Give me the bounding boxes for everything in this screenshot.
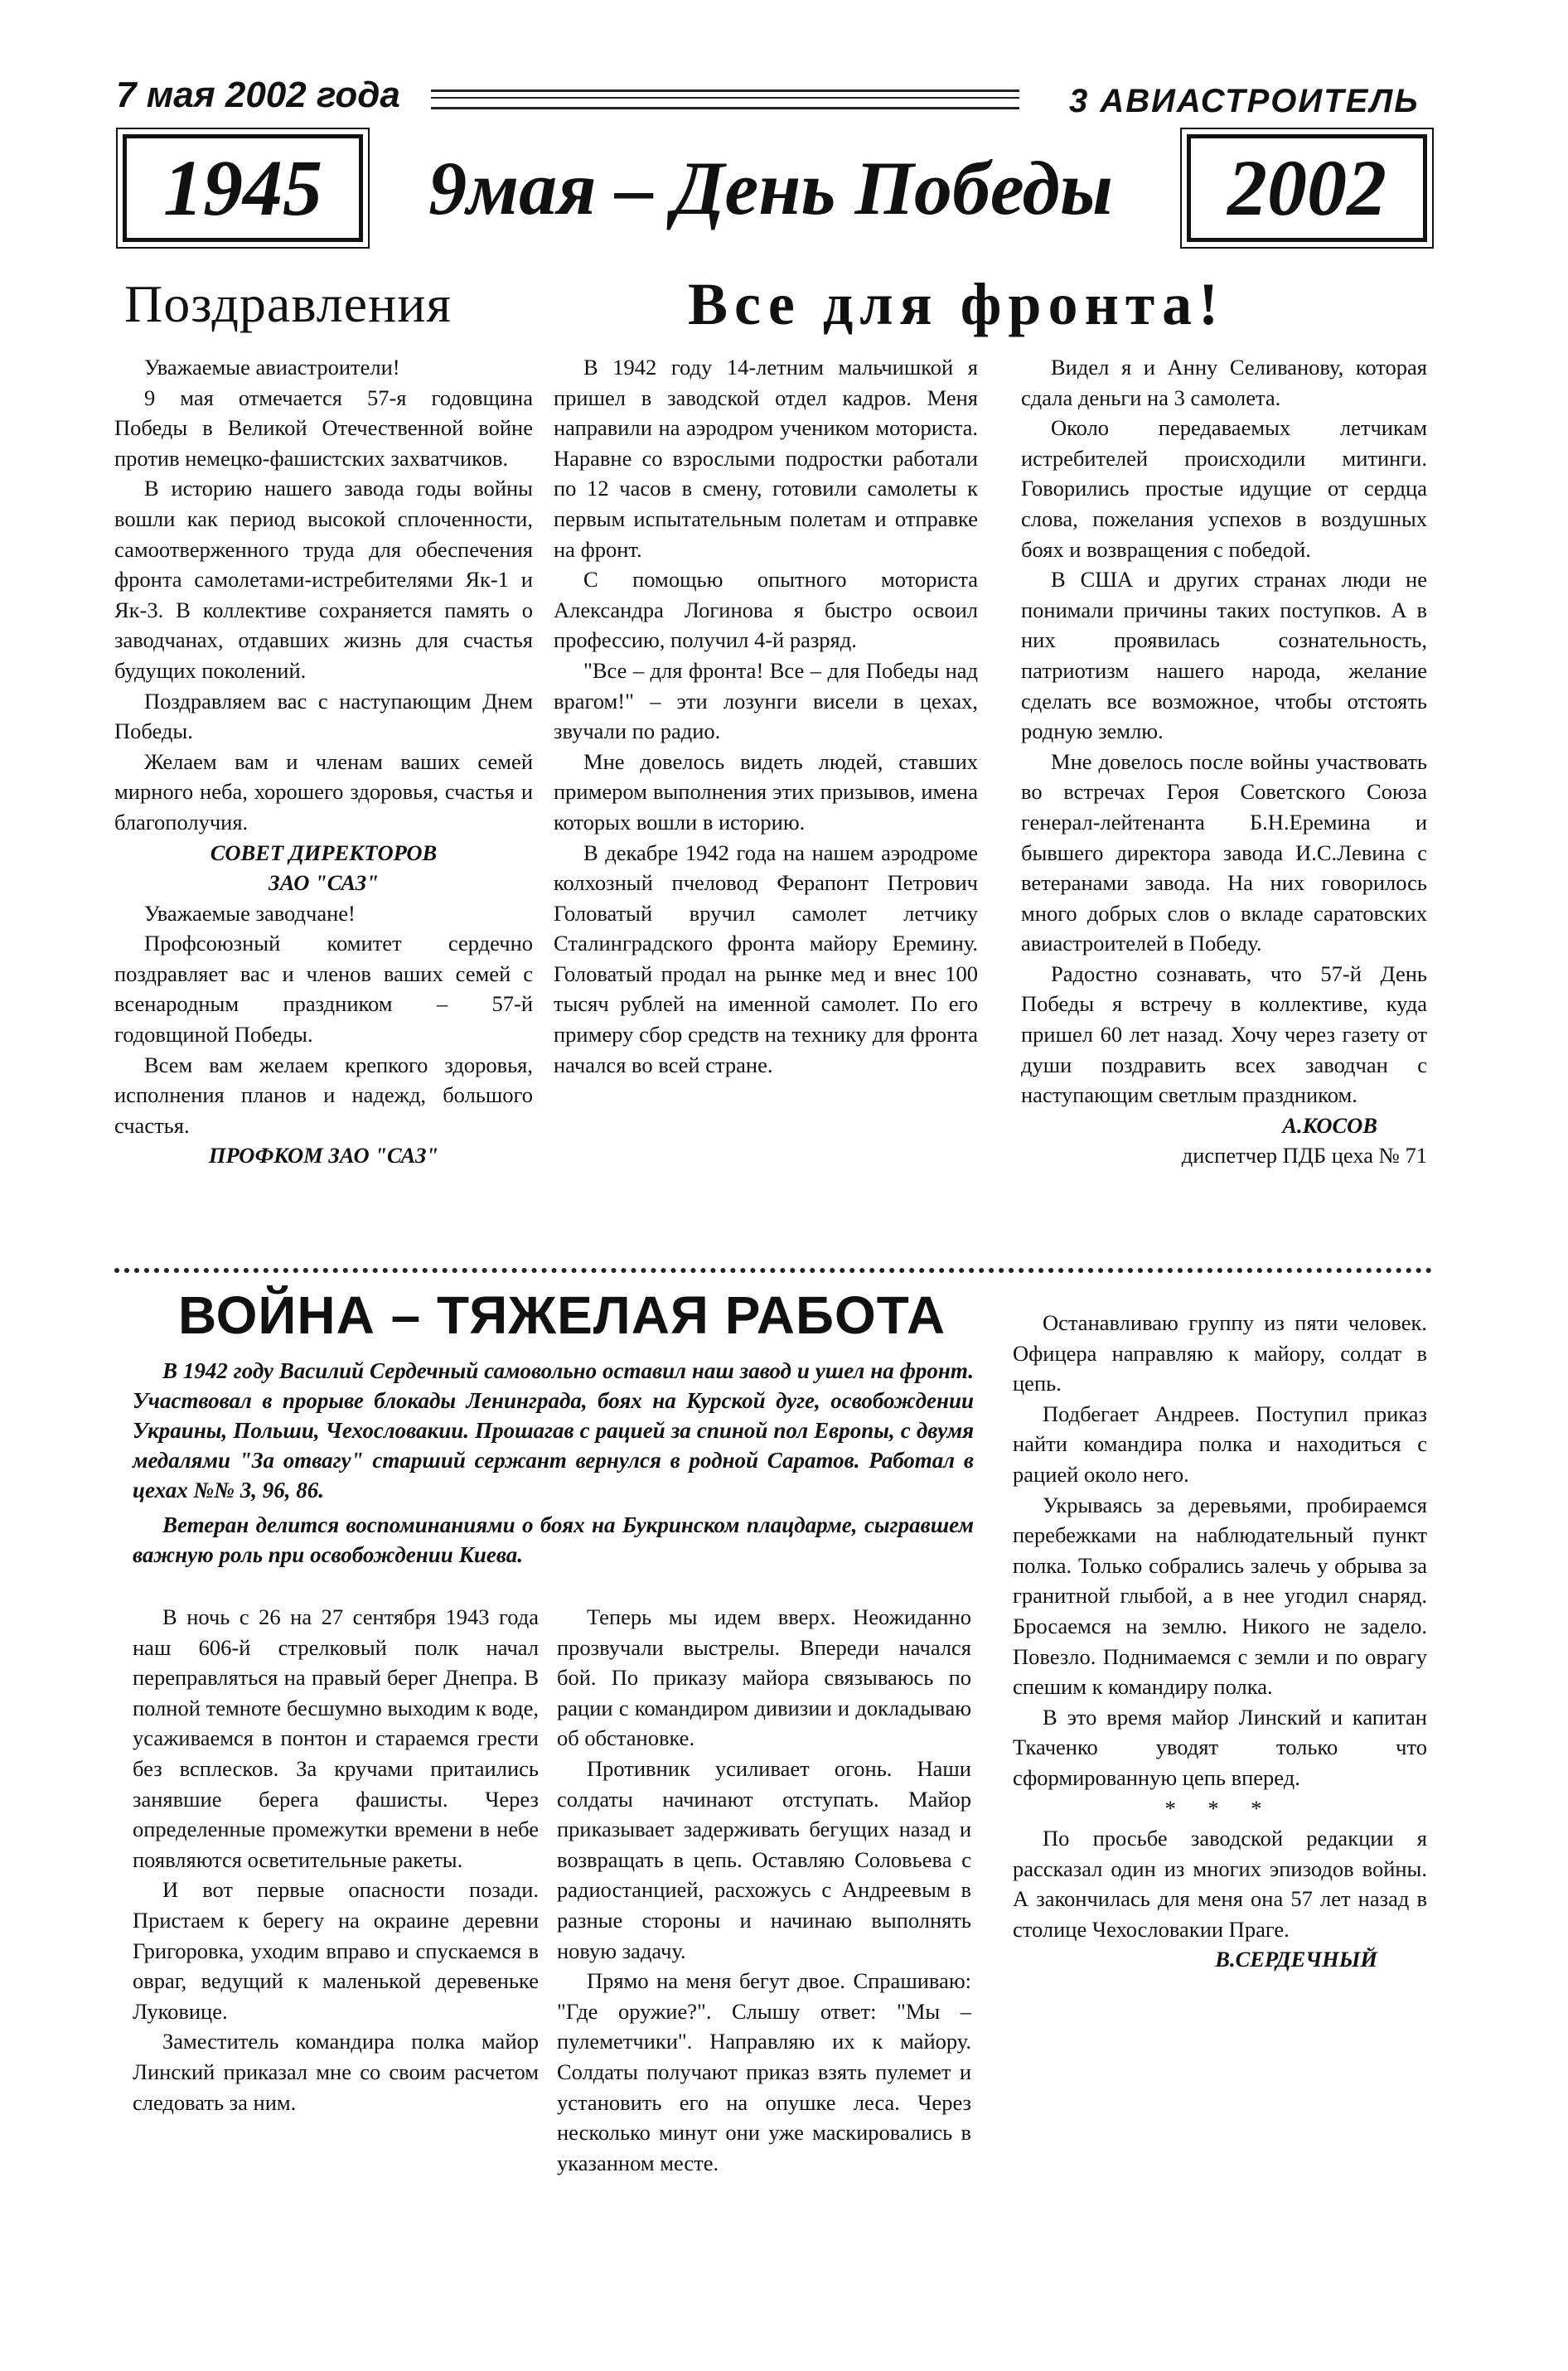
war-paragraph: Теперь мы идем вверх. Неожиданно прозвучали выстрелы. Впереди начался бой. По приказу майора связываюсь по рации с командиром дивизии и докладываю об обстановке. (557, 1604, 971, 1751)
congrats-paragraph: Профсоюзный комитет сердечно поздравляет вас и членов ваших семей с всенародным праздником – 57-й годовщиной Победы. (114, 931, 533, 1048)
war-column-1 (133, 1602, 539, 2117)
war-paragraph: Останавливаю группу из пяти человек. Офицера направляю к майору, солдат в цепь. (1013, 1310, 1427, 1396)
congrats-paragraph: Всем вам желаем крепкого здоровья, исполнения планов и надежд, большого счастья. (114, 1052, 533, 1138)
front-author-role: диспетчер ПДБ цеха № 71 (1181, 1143, 1427, 1169)
front-author: А.КОСОВ (1282, 1112, 1377, 1138)
congrats-paragraph: Желаем вам и членам ваших семей мирного неба, хорошего здоровья, счастья и благополучия. (114, 748, 533, 835)
front-paragraph: В 1942 году 14-летним мальчишкой я пришел в заводской отдел кадров. Меня направили на аэродром учеником моториста. Наравне со взрослыми подростки работали по 12 часов в смену, готовили самолеты к первым испытательным полетам и отправке на фронт. (554, 355, 978, 562)
war-paragraph: И вот первые опасности позади. Пристаем к берегу на окраине деревни Григоровка, уходим вправо и спускаемся в овраг, ведущий к маленькой деревеньке Луковице. (133, 1877, 539, 2024)
congrats-paragraph: Уважаемые авиастроители! (144, 355, 400, 380)
war-column-3 (1013, 1308, 1427, 1975)
front-column-2 (1021, 352, 1427, 1171)
front-paragraph: Около передаваемых летчикам истребителей происходили митинги. Говорились простые идущие от сердца слова, пожелания успехов в воздушных боях и возвращения с победой. (1021, 415, 1427, 562)
directors-signature-line2: ЗАО "САЗ" (269, 870, 379, 896)
congrats-paragraph: Поздравляем вас с наступающим Днем Победы. (114, 688, 533, 744)
newspaper-name: 3 АВИАСТРОИТЕЛЬ (1069, 83, 1420, 119)
section-divider (114, 1268, 1432, 1273)
year-box-right: 2002 (1187, 134, 1427, 242)
war-lead-paragraph: В 1942 году Василий Сердечный самовольно оставил наш завод и ушел на фронт. Участвовал в прорыве блокады Ленинграда, боях на Курской дуге, освобождении Украины, Польши, Чехословакии. Прошагав с рацией за спиной пол Европы, с двумя медалями "За отвагу" старший сержант вернулся в родной Саратов. Работал в цехах №№ 3, 96, 86. (133, 1358, 974, 1502)
war-paragraph: В ночь с 26 на 27 сентября 1943 года наш 606-й стрелковый полк начал переправляться на правый берег Днепра. В полной темноте бесшумно выходим к воде, усаживаемся в понтон и стараемся грести без всплесков. За кручами притаились занявшие берега фашисты. Через определенные промежутки времени в небе появляются осветительные ракеты. (133, 1604, 539, 1872)
section-stars: * * * (1164, 1795, 1275, 1821)
war-paragraph: Противник усиливает огонь. Наши солдаты начинают отступать. Майор приказывает задерживать бегущих назад и возвращать в цепь. Оставляю Соловьева с радиостанцией, расхожусь с Андреевым в разные стороны и начинаю выполнять новую задачу. (557, 1755, 971, 1963)
war-paragraph: Укрываясь за деревьями, пробираемся перебежками на наблюдательный пункт полка. Только собрались залечь у обрыва за гранитной глыбой, а в нее угодил снаряд. Бросаемся на землю. Никого не задело. Повезло. Поднимаемся с земли и по оврагу спешим к командиру полка. (1013, 1492, 1427, 1700)
congrats-heading: Поздравления (124, 274, 452, 333)
year-box-left: 1945 (123, 134, 363, 242)
front-paragraph: С помощью опытного моториста Александра Логинова я быстро освоил профессию, получил 4-й разряд. (554, 567, 978, 653)
congrats-paragraph: 9 мая отмечается 57-я годовщина Победы в Великой Отечественной войне против немецко-фашистских захватчиков. (114, 385, 533, 471)
banner-title: 9мая – День Победы (428, 146, 1113, 230)
war-lead-paragraph: Ветеран делится воспоминаниями о боях на Букринском плацдарме, сыгравшем важную роль при освобождении Киева. (133, 1512, 974, 1567)
war-column-2 (557, 1602, 971, 2178)
war-heading: ВОЙНА – ТЯЖЕЛАЯ РАБОТА (178, 1285, 946, 1345)
war-author: В.СЕРДЕЧНЫЙ (1215, 1947, 1377, 1972)
front-paragraph: Радостно сознавать, что 57-й День Победы я встречу в коллективе, куда пришел 60 лет назад. Хочу через газету от души поздравить всех заводчан с наступающим светлым праздником. (1021, 960, 1427, 1108)
front-column-1 (554, 352, 978, 1080)
war-paragraph: Подбегает Андреев. Поступил приказ найти командира полка и находиться с рацией около него. (1013, 1401, 1427, 1487)
front-paragraph: В США и других странах люди не понимали причины таких поступков. А в них проявилась сознательность, патриотизм нашего народа, желание сделать все возможное, чтобы отстоять родную землю. (1021, 567, 1427, 744)
war-paragraph: Заместитель командира полка майор Линский приказал мне со своим расчетом следовать за ним. (133, 2029, 539, 2115)
congrats-paragraph: Уважаемые заводчане! (144, 900, 356, 926)
front-paragraph: Мне довелось после войны участвовать во встречах Героя Советского Союза генерал-лейтенанта Б.Н.Еремина и бывшего директора завода И.С.Левина с ветеранами завода. На них говорилось много добрых слов о вкладе саратовских авиастроителей в Победу. (1021, 748, 1427, 956)
congrats-column (114, 352, 533, 1171)
war-lead (133, 1356, 974, 1575)
congrats-paragraph: В историю нашего завода годы войны вошли как период высокой сплоченности, самоотверженного труда для обеспечения фронта самолетами-истребителями Як-1 и Як-3. В коллективе сохраняется память о заводчанах, отдавших жизнь для счастья будущих поколений. (114, 476, 533, 683)
front-paragraph: В декабре 1942 года на нашем аэродроме колхозный пчеловод Ферапонт Петрович Головатый вручил самолет летчику Сталинградского фронта майору Еремину. Головатый продал на рынке мед и внес 100 тысяч рублей на именной самолет. По его примеру сбор средств на технику для фронта начался во всей стране. (554, 840, 978, 1077)
union-signature: ПРОФКОМ ЗАО "САЗ" (208, 1143, 439, 1169)
front-paragraph: Мне довелось видеть людей, ставших примером выполнения этих призывов, имена которых вошли в историю. (554, 748, 978, 835)
directors-signature-line1: СОВЕТ ДИРЕКТОРОВ (210, 840, 438, 865)
war-paragraph: Прямо на меня бегут двое. Спрашиваю: "Где оружие?". Слышу ответ: "Мы – пулеметчики". Направляю их к майору. Солдаты получают приказ взять пулемет и установить его на опушке леса. Через несколько минут они уже маскировались в указанном месте. (557, 1968, 971, 2175)
war-afterword: По просьбе заводской редакции я рассказал один из многих эпизодов войны. А закончилась для меня она 57 лет назад в столице Чехословакии Праге. (1013, 1826, 1427, 1942)
header-rule (431, 90, 1019, 109)
front-heading: Все для фронта! (688, 271, 1226, 337)
issue-date: 7 мая 2002 года (116, 75, 400, 115)
front-paragraph: Видел я и Анну Селиванову, которая сдала деньги на 3 самолета. (1021, 355, 1427, 410)
war-paragraph: В это время майор Линский и капитан Ткаченко уводят только что сформированную цепь вперед. (1013, 1704, 1427, 1790)
front-paragraph: "Все – для фронта! Все – для Победы над врагом!" – эти лозунги висели в цехах, звучали по радио. (554, 657, 978, 744)
